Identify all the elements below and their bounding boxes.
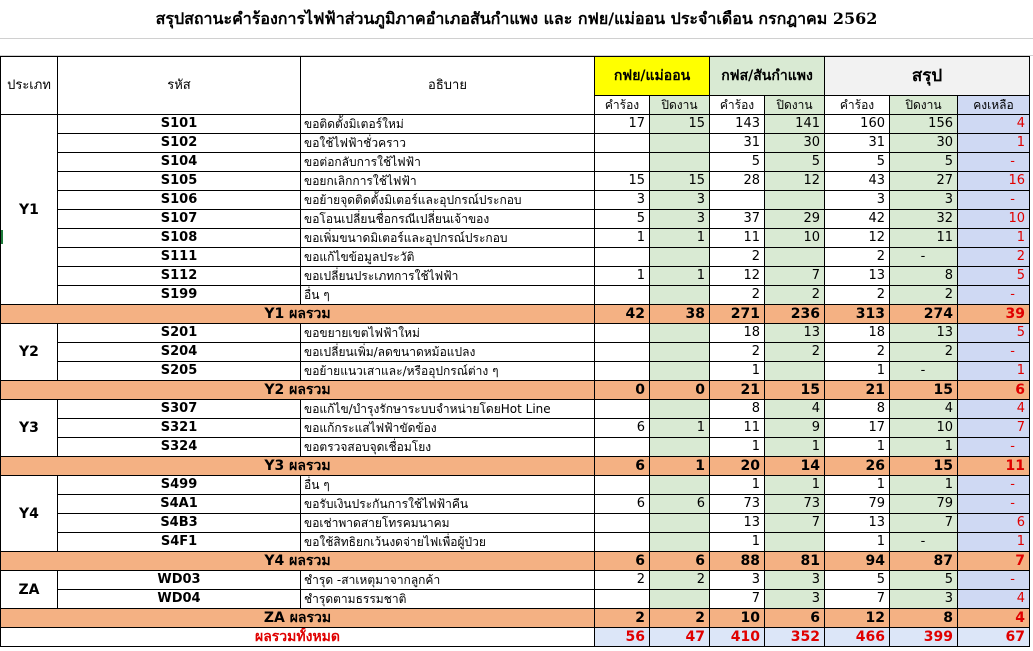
- desc-cell[interactable]: ขอเพิ่มขนาดมิเตอร์และอุปกรณ์ประกอบ: [301, 229, 595, 248]
- remaining-cell[interactable]: 1: [958, 134, 1030, 153]
- pea2-closed-cell[interactable]: 7: [765, 267, 825, 286]
- pea2-closed-cell[interactable]: 3: [765, 590, 825, 609]
- pea1-closed-cell[interactable]: 3: [650, 210, 710, 229]
- sum-closed-cell[interactable]: 156: [890, 115, 958, 134]
- subtotal-remaining[interactable]: 7: [958, 552, 1030, 571]
- sum-closed-cell[interactable]: 2: [890, 286, 958, 305]
- subtotal-b1[interactable]: 10: [710, 609, 765, 628]
- pea2-request-cell[interactable]: 1: [710, 533, 765, 552]
- sum-request-cell[interactable]: 5: [825, 153, 890, 172]
- pea2-request-cell[interactable]: 1: [710, 362, 765, 381]
- code-cell[interactable]: S107: [58, 210, 301, 229]
- header-pea-sankamphaeng[interactable]: กฟส/สันกำแพง: [710, 57, 825, 96]
- table-row: [1, 419, 1030, 438]
- sum-closed-cell[interactable]: 5: [890, 153, 958, 172]
- desc-cell[interactable]: ขอย้ายแนวเสาและ/หรืออุปกรณ์ต่าง ๆ: [301, 362, 595, 381]
- pea1-request-cell[interactable]: 1: [595, 229, 650, 248]
- subtotal-b2[interactable]: 6: [765, 609, 825, 628]
- pea1-request-cell[interactable]: 1: [595, 267, 650, 286]
- subtotal-s1[interactable]: 94: [825, 552, 890, 571]
- grand-total-s1[interactable]: 466: [825, 628, 890, 647]
- code-cell[interactable]: S104: [58, 153, 301, 172]
- grand-total-a1[interactable]: 56: [595, 628, 650, 647]
- subtotal-s2[interactable]: 15: [890, 457, 958, 476]
- sum-request-cell[interactable]: 1: [825, 533, 890, 552]
- table-row: [1, 191, 1030, 210]
- desc-cell[interactable]: ขอขยายเขตไฟฟ้าใหม่: [301, 324, 595, 343]
- subheader-remaining[interactable]: คงเหลือ: [958, 96, 1030, 115]
- pea2-request-cell[interactable]: 1: [710, 476, 765, 495]
- grand-total-row: [1, 628, 1030, 647]
- sum-closed-cell[interactable]: 11: [890, 229, 958, 248]
- code-cell[interactable]: S4A1: [58, 495, 301, 514]
- subtotal-s2[interactable]: 87: [890, 552, 958, 571]
- type-cell[interactable]: ZA: [1, 571, 58, 609]
- code-cell[interactable]: WD04: [58, 590, 301, 609]
- subtotal-b2[interactable]: 81: [765, 552, 825, 571]
- pea2-closed-cell[interactable]: 5: [765, 153, 825, 172]
- subtotal-s1[interactable]: 26: [825, 457, 890, 476]
- type-cell[interactable]: Y3: [1, 400, 58, 457]
- pea1-request-cell[interactable]: 6: [595, 495, 650, 514]
- sum-request-cell[interactable]: 18: [825, 324, 890, 343]
- pea1-closed-cell[interactable]: [650, 400, 710, 419]
- remaining-cell[interactable]: -: [958, 286, 1030, 305]
- subtotal-a2[interactable]: 6: [650, 552, 710, 571]
- pea2-closed-cell[interactable]: 12: [765, 172, 825, 191]
- desc-cell[interactable]: อื่น ๆ: [301, 286, 595, 305]
- pea2-request-cell[interactable]: 2: [710, 248, 765, 267]
- sum-closed-cell[interactable]: 79: [890, 495, 958, 514]
- sum-request-cell[interactable]: 31: [825, 134, 890, 153]
- subtotal-b2[interactable]: 15: [765, 381, 825, 400]
- subtotal-b1[interactable]: 88: [710, 552, 765, 571]
- pea1-request-cell[interactable]: 6: [595, 419, 650, 438]
- pea2-request-cell[interactable]: 143: [710, 115, 765, 134]
- table-row: [1, 115, 1030, 134]
- subheader-request-a[interactable]: คำร้อง: [595, 96, 650, 115]
- report-table: [0, 56, 1030, 647]
- remaining-cell[interactable]: 5: [958, 267, 1030, 286]
- sum-request-cell[interactable]: 79: [825, 495, 890, 514]
- pea2-closed-cell[interactable]: 30: [765, 134, 825, 153]
- pea2-request-cell[interactable]: 1: [710, 438, 765, 457]
- subtotal-b2[interactable]: 236: [765, 305, 825, 324]
- remaining-cell[interactable]: 7: [958, 419, 1030, 438]
- pea1-closed-cell[interactable]: 6: [650, 495, 710, 514]
- pea2-request-cell[interactable]: 18: [710, 324, 765, 343]
- pea2-closed-cell[interactable]: 2: [765, 343, 825, 362]
- desc-cell[interactable]: ขอตรวจสอบจุดเชื่อมโยง: [301, 438, 595, 457]
- remaining-cell[interactable]: -: [958, 495, 1030, 514]
- pea1-request-cell[interactable]: [595, 533, 650, 552]
- desc-cell[interactable]: ขอแก้ไข/บำรุงรักษาระบบจำหน่ายโดยHot Line: [301, 400, 595, 419]
- pea1-request-cell[interactable]: [595, 400, 650, 419]
- pea1-request-cell[interactable]: 3: [595, 191, 650, 210]
- pea1-request-cell[interactable]: [595, 476, 650, 495]
- header-summary[interactable]: สรุป: [825, 57, 1030, 96]
- pea1-closed-cell[interactable]: [650, 533, 710, 552]
- code-cell[interactable]: S307: [58, 400, 301, 419]
- sum-request-cell[interactable]: 1: [825, 476, 890, 495]
- grand-total-r[interactable]: 67: [958, 628, 1030, 647]
- pea2-closed-cell[interactable]: 2: [765, 286, 825, 305]
- subtotal-label[interactable]: Y3 ผลรวม: [1, 457, 595, 476]
- pea1-closed-cell[interactable]: 15: [650, 172, 710, 191]
- subheader-request-sum[interactable]: คำร้อง: [825, 96, 890, 115]
- sum-closed-cell[interactable]: -: [890, 362, 958, 381]
- pea1-closed-cell[interactable]: 15: [650, 115, 710, 134]
- desc-cell[interactable]: ขอรับเงินประกันการใช้ไฟฟ้าคืน: [301, 495, 595, 514]
- pea1-closed-cell[interactable]: 1: [650, 229, 710, 248]
- subtotal-row: [1, 305, 1030, 324]
- pea2-request-cell[interactable]: 28: [710, 172, 765, 191]
- table-row: [1, 400, 1030, 419]
- remaining-cell[interactable]: 4: [958, 590, 1030, 609]
- subheader-closed-b[interactable]: ปิดงาน: [765, 96, 825, 115]
- sum-closed-cell[interactable]: -: [890, 533, 958, 552]
- desc-cell[interactable]: ขอใช้สิทธิยกเว้นงดจ่ายไฟเพื่อผู้ป่วย: [301, 533, 595, 552]
- pea1-request-cell[interactable]: [595, 343, 650, 362]
- blank-row: [0, 38, 1033, 56]
- pea1-request-cell[interactable]: 5: [595, 210, 650, 229]
- pea1-request-cell[interactable]: [595, 286, 650, 305]
- sum-closed-cell[interactable]: 5: [890, 571, 958, 590]
- pea1-closed-cell[interactable]: 1: [650, 267, 710, 286]
- subtotal-a2[interactable]: 38: [650, 305, 710, 324]
- remaining-cell[interactable]: -: [958, 153, 1030, 172]
- desc-cell[interactable]: ขอเช่าพาดสายโทรคมนาคม: [301, 514, 595, 533]
- pea1-request-cell[interactable]: [595, 248, 650, 267]
- table-row: [1, 476, 1030, 495]
- subtotal-a2[interactable]: 0: [650, 381, 710, 400]
- pea2-closed-cell[interactable]: [765, 533, 825, 552]
- code-cell[interactable]: S201: [58, 324, 301, 343]
- type-cell[interactable]: Y1: [1, 115, 58, 305]
- desc-cell[interactable]: ขอยกเลิกการใช้ไฟฟ้า: [301, 172, 595, 191]
- remaining-cell[interactable]: -: [958, 571, 1030, 590]
- pea2-request-cell[interactable]: 2: [710, 286, 765, 305]
- code-cell[interactable]: S4F1: [58, 533, 301, 552]
- table-row: [1, 267, 1030, 286]
- table-row: [1, 229, 1030, 248]
- sum-request-cell[interactable]: 1: [825, 438, 890, 457]
- table-row: [1, 134, 1030, 153]
- pea1-request-cell[interactable]: [595, 362, 650, 381]
- sum-closed-cell[interactable]: 1: [890, 476, 958, 495]
- remaining-cell[interactable]: 1: [958, 229, 1030, 248]
- subtotal-a2[interactable]: 2: [650, 609, 710, 628]
- code-cell[interactable]: S199: [58, 286, 301, 305]
- sum-request-cell[interactable]: 8: [825, 400, 890, 419]
- remaining-cell[interactable]: 6: [958, 514, 1030, 533]
- grand-total-label[interactable]: ผลรวมทั้งหมด: [1, 628, 595, 647]
- sum-closed-cell[interactable]: 10: [890, 419, 958, 438]
- subtotal-a1[interactable]: 0: [595, 381, 650, 400]
- pea1-closed-cell[interactable]: 2: [650, 571, 710, 590]
- sum-closed-cell[interactable]: 4: [890, 400, 958, 419]
- subtotal-s2[interactable]: 274: [890, 305, 958, 324]
- pea2-request-cell[interactable]: 3: [710, 571, 765, 590]
- subheader-closed-a[interactable]: ปิดงาน: [650, 96, 710, 115]
- sum-closed-cell[interactable]: 27: [890, 172, 958, 191]
- subtotal-s2[interactable]: 8: [890, 609, 958, 628]
- pea1-closed-cell[interactable]: [650, 343, 710, 362]
- sum-request-cell[interactable]: 12: [825, 229, 890, 248]
- pea2-request-cell[interactable]: 31: [710, 134, 765, 153]
- table-row: [1, 172, 1030, 191]
- pea1-closed-cell[interactable]: [650, 134, 710, 153]
- subtotal-b1[interactable]: 20: [710, 457, 765, 476]
- code-cell[interactable]: S102: [58, 134, 301, 153]
- pea1-closed-cell[interactable]: 1: [650, 419, 710, 438]
- pea1-request-cell[interactable]: [595, 324, 650, 343]
- subtotal-b2[interactable]: 14: [765, 457, 825, 476]
- type-cell[interactable]: Y2: [1, 324, 58, 381]
- desc-cell[interactable]: ขอแก้กระแสไฟฟ้าขัดข้อง: [301, 419, 595, 438]
- table-row: [1, 590, 1030, 609]
- sum-request-cell[interactable]: 5: [825, 571, 890, 590]
- sum-request-cell[interactable]: 13: [825, 514, 890, 533]
- desc-cell[interactable]: ขอติดตั้งมิเตอร์ใหม่: [301, 115, 595, 134]
- pea1-request-cell[interactable]: [595, 438, 650, 457]
- code-cell[interactable]: S321: [58, 419, 301, 438]
- subtotal-a1[interactable]: 6: [595, 552, 650, 571]
- pea2-closed-cell[interactable]: 29: [765, 210, 825, 229]
- remaining-cell[interactable]: 5: [958, 324, 1030, 343]
- sum-request-cell[interactable]: 2: [825, 343, 890, 362]
- grand-total-b2[interactable]: 352: [765, 628, 825, 647]
- sum-closed-cell[interactable]: 1: [890, 438, 958, 457]
- pea2-closed-cell[interactable]: 7: [765, 514, 825, 533]
- remaining-cell[interactable]: 4: [958, 115, 1030, 134]
- pea2-request-cell[interactable]: 7: [710, 590, 765, 609]
- sum-request-cell[interactable]: 7: [825, 590, 890, 609]
- pea2-closed-cell[interactable]: 4: [765, 400, 825, 419]
- sum-request-cell[interactable]: 2: [825, 286, 890, 305]
- remaining-cell[interactable]: 4: [958, 400, 1030, 419]
- table-row: [1, 495, 1030, 514]
- sum-closed-cell[interactable]: 13: [890, 324, 958, 343]
- code-cell[interactable]: S112: [58, 267, 301, 286]
- table-row: [1, 514, 1030, 533]
- code-cell[interactable]: S108: [58, 229, 301, 248]
- code-cell[interactable]: S106: [58, 191, 301, 210]
- remaining-cell[interactable]: 1: [958, 533, 1030, 552]
- pea2-request-cell[interactable]: [710, 191, 765, 210]
- pea1-closed-cell[interactable]: [650, 514, 710, 533]
- subtotal-a1[interactable]: 42: [595, 305, 650, 324]
- desc-cell[interactable]: ขอต่อกลับการใช้ไฟฟ้า: [301, 153, 595, 172]
- pea2-request-cell[interactable]: 2: [710, 343, 765, 362]
- subheader-request-b[interactable]: คำร้อง: [710, 96, 765, 115]
- desc-cell[interactable]: ชำรุดตามธรรมชาติ: [301, 590, 595, 609]
- pea2-request-cell[interactable]: 12: [710, 267, 765, 286]
- sum-request-cell[interactable]: 160: [825, 115, 890, 134]
- pea2-closed-cell[interactable]: [765, 191, 825, 210]
- sum-closed-cell[interactable]: 8: [890, 267, 958, 286]
- table-row: [1, 438, 1030, 457]
- subtotal-s1[interactable]: 12: [825, 609, 890, 628]
- table-row: [1, 210, 1030, 229]
- type-cell[interactable]: Y4: [1, 476, 58, 552]
- sum-closed-cell[interactable]: 3: [890, 191, 958, 210]
- pea1-request-cell[interactable]: 15: [595, 172, 650, 191]
- subtotal-row: [1, 457, 1030, 476]
- sum-request-cell[interactable]: 2: [825, 248, 890, 267]
- remaining-cell[interactable]: -: [958, 476, 1030, 495]
- remaining-cell[interactable]: 1: [958, 362, 1030, 381]
- desc-cell[interactable]: ขอเปลี่ยนเพิ่ม/ลดขนาดหม้อแปลง: [301, 343, 595, 362]
- remaining-cell[interactable]: -: [958, 343, 1030, 362]
- code-cell[interactable]: S4B3: [58, 514, 301, 533]
- sum-request-cell[interactable]: 1: [825, 362, 890, 381]
- code-cell[interactable]: S324: [58, 438, 301, 457]
- sum-request-cell[interactable]: 13: [825, 267, 890, 286]
- grand-total-a2[interactable]: 47: [650, 628, 710, 647]
- pea1-request-cell[interactable]: 2: [595, 571, 650, 590]
- subtotal-row: [1, 381, 1030, 400]
- header-pea-maeon[interactable]: กฟย/แม่ออน: [595, 57, 710, 96]
- header-code[interactable]: รหัส: [58, 57, 301, 115]
- desc-cell[interactable]: อื่น ๆ: [301, 476, 595, 495]
- subtotal-s1[interactable]: 313: [825, 305, 890, 324]
- code-cell[interactable]: WD03: [58, 571, 301, 590]
- subheader-closed-sum[interactable]: ปิดงาน: [890, 96, 958, 115]
- subtotal-b1[interactable]: 271: [710, 305, 765, 324]
- code-cell[interactable]: S499: [58, 476, 301, 495]
- pea1-request-cell[interactable]: [595, 590, 650, 609]
- pea1-request-cell[interactable]: [595, 134, 650, 153]
- pea1-closed-cell[interactable]: [650, 438, 710, 457]
- sum-request-cell[interactable]: 3: [825, 191, 890, 210]
- pea1-closed-cell[interactable]: [650, 153, 710, 172]
- desc-cell[interactable]: ขอแก้ไขข้อมูลประวัติ: [301, 248, 595, 267]
- table-row: [1, 153, 1030, 172]
- subtotal-s1[interactable]: 21: [825, 381, 890, 400]
- subtotal-remaining[interactable]: 39: [958, 305, 1030, 324]
- code-cell[interactable]: S204: [58, 343, 301, 362]
- pea1-request-cell[interactable]: [595, 514, 650, 533]
- pea1-request-cell[interactable]: 17: [595, 115, 650, 134]
- pea2-closed-cell[interactable]: [765, 362, 825, 381]
- subtotal-a2[interactable]: 1: [650, 457, 710, 476]
- table-row: [1, 343, 1030, 362]
- sum-closed-cell[interactable]: 30: [890, 134, 958, 153]
- pea1-closed-cell[interactable]: [650, 248, 710, 267]
- subtotal-label[interactable]: Y4 ผลรวม: [1, 552, 595, 571]
- subtotal-remaining[interactable]: 4: [958, 609, 1030, 628]
- remaining-cell[interactable]: -: [958, 438, 1030, 457]
- subtotal-label[interactable]: ZA ผลรวม: [1, 609, 595, 628]
- pea2-closed-cell[interactable]: 141: [765, 115, 825, 134]
- subtotal-remaining[interactable]: 11: [958, 457, 1030, 476]
- pea1-closed-cell[interactable]: [650, 286, 710, 305]
- code-cell[interactable]: S111: [58, 248, 301, 267]
- grand-total-b1[interactable]: 410: [710, 628, 765, 647]
- table-row: [1, 362, 1030, 381]
- pea2-request-cell[interactable]: 11: [710, 229, 765, 248]
- sum-request-cell[interactable]: 17: [825, 419, 890, 438]
- pea2-closed-cell[interactable]: [765, 248, 825, 267]
- pea1-closed-cell[interactable]: [650, 476, 710, 495]
- pea2-request-cell[interactable]: 13: [710, 514, 765, 533]
- header-desc[interactable]: อธิบาย: [301, 57, 595, 115]
- subtotal-label[interactable]: Y2 ผลรวม: [1, 381, 595, 400]
- table-row: [1, 286, 1030, 305]
- pea2-closed-cell[interactable]: 13: [765, 324, 825, 343]
- pea2-closed-cell[interactable]: 1: [765, 476, 825, 495]
- subtotal-s2[interactable]: 15: [890, 381, 958, 400]
- sum-closed-cell[interactable]: 7: [890, 514, 958, 533]
- remaining-cell[interactable]: -: [958, 191, 1030, 210]
- table-row: [1, 571, 1030, 590]
- desc-cell[interactable]: ขอย้ายจุดติดตั้งมิเตอร์และอุปกรณ์ประกอบ: [301, 191, 595, 210]
- subtotal-remaining[interactable]: 6: [958, 381, 1030, 400]
- pea2-closed-cell[interactable]: 3: [765, 571, 825, 590]
- desc-cell[interactable]: ขอเปลี่ยนประเภทการใช้ไฟฟ้า: [301, 267, 595, 286]
- remaining-cell[interactable]: 10: [958, 210, 1030, 229]
- pea2-request-cell[interactable]: 73: [710, 495, 765, 514]
- pea2-request-cell[interactable]: 5: [710, 153, 765, 172]
- pea2-request-cell[interactable]: 11: [710, 419, 765, 438]
- sum-closed-cell[interactable]: 2: [890, 343, 958, 362]
- table-row: [1, 533, 1030, 552]
- table-row: [1, 324, 1030, 343]
- table-row: [1, 248, 1030, 267]
- pea2-closed-cell[interactable]: 73: [765, 495, 825, 514]
- pea1-closed-cell[interactable]: [650, 590, 710, 609]
- subtotal-row: [1, 552, 1030, 571]
- pea2-closed-cell[interactable]: 9: [765, 419, 825, 438]
- sum-request-cell[interactable]: 43: [825, 172, 890, 191]
- pea1-closed-cell[interactable]: [650, 324, 710, 343]
- pea1-closed-cell[interactable]: [650, 362, 710, 381]
- header-row: [1, 57, 1030, 96]
- subtotal-a1[interactable]: 6: [595, 457, 650, 476]
- sum-closed-cell[interactable]: 3: [890, 590, 958, 609]
- pea1-request-cell[interactable]: [595, 153, 650, 172]
- pea2-closed-cell[interactable]: 10: [765, 229, 825, 248]
- sum-closed-cell[interactable]: -: [890, 248, 958, 267]
- pea1-closed-cell[interactable]: 3: [650, 191, 710, 210]
- subtotal-label[interactable]: Y1 ผลรวม: [1, 305, 595, 324]
- code-cell[interactable]: S105: [58, 172, 301, 191]
- desc-cell[interactable]: ขอโอนเปลี่ยนชื่อกรณีเปลี่ยนเจ้าของ: [301, 210, 595, 229]
- pea2-request-cell[interactable]: 37: [710, 210, 765, 229]
- code-cell[interactable]: S205: [58, 362, 301, 381]
- desc-cell[interactable]: ชำรุด -สาเหตุมาจากลูกค้า: [301, 571, 595, 590]
- remaining-cell[interactable]: 2: [958, 248, 1030, 267]
- sum-request-cell[interactable]: 42: [825, 210, 890, 229]
- code-cell[interactable]: S101: [58, 115, 301, 134]
- subtotal-a1[interactable]: 2: [595, 609, 650, 628]
- header-type[interactable]: ประเภท: [1, 57, 58, 115]
- pea2-request-cell[interactable]: 8: [710, 400, 765, 419]
- remaining-cell[interactable]: 16: [958, 172, 1030, 191]
- subtotal-row: [1, 609, 1030, 628]
- pea2-closed-cell[interactable]: 1: [765, 438, 825, 457]
- subtotal-b1[interactable]: 21: [710, 381, 765, 400]
- report-title: สรุปสถานะคำร้องการไฟฟ้าส่วนภูมิภาคอำเภอสันกำแพง และ กฟย/แม่ออน ประจำเดือน กรกฎาคม 2562: [0, 0, 1033, 39]
- sum-closed-cell[interactable]: 32: [890, 210, 958, 229]
- desc-cell[interactable]: ขอใช้ไฟฟ้าชั่วคราว: [301, 134, 595, 153]
- grand-total-s2[interactable]: 399: [890, 628, 958, 647]
